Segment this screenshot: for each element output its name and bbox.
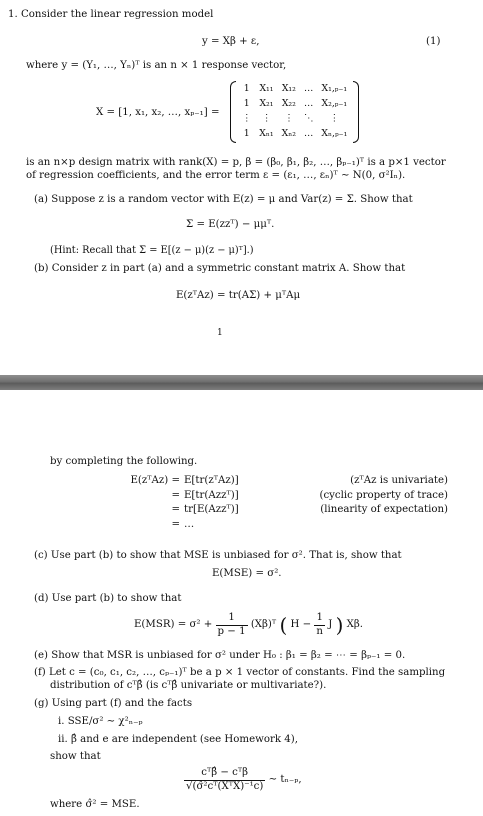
part-e-text: (e) Show that MSR is unbiased for σ² under H₀ : β₁ = β₂ = ⋯ = βₚ₋₁ = 0.	[34, 650, 406, 661]
matrix-cell: X₁,ₚ₋₁	[321, 82, 348, 94]
matrix-cell: X₂,ₚ₋₁	[321, 97, 348, 109]
part-d-middle: (Xβ)ᵀ	[250, 618, 277, 630]
matrix-cell: …	[304, 97, 314, 109]
t-statistic-equation	[184, 767, 302, 794]
matrix-cell: Xₙ₂	[281, 127, 297, 139]
design-matrix-lhs: X = [1, x₁, x₂, …, xₚ₋₁] =	[96, 107, 220, 118]
matrix-row	[238, 81, 351, 96]
step-lhs: =	[171, 504, 180, 515]
fact-i: i. SSE/σ² ∼ χ²ₙ₋ₚ	[58, 716, 143, 727]
fact-ii: ii. β̂ and e are independent (see Homework 4),	[58, 734, 298, 745]
open-paren: (	[279, 612, 288, 637]
t-distribution: ∼ tₙ₋ₚ,	[268, 773, 302, 785]
matrix-cell: X₁₂	[281, 82, 296, 94]
derivation-step	[118, 519, 448, 534]
page-number: 1	[217, 328, 223, 338]
matrix-cell: Xₙ,ₚ₋₁	[321, 127, 348, 139]
document-page-1	[0, 0, 483, 375]
matrix-cell: …	[304, 82, 314, 94]
close-paren: )	[335, 612, 344, 637]
part-b-text: (b) Consider z in part (a) and a symmetric constant matrix A. Show that	[34, 263, 406, 274]
response-vector-definition: where y = (Y₁, …, Yₙ)ᵀ is an n × 1 response vector,	[26, 60, 287, 71]
derivation-step	[118, 490, 448, 505]
matrix-cell: ⋮	[261, 112, 272, 124]
fraction-one-over-n	[314, 612, 325, 639]
part-c-equation: E(MSE) = σ².	[212, 568, 282, 579]
fraction-denominator: p − 1	[217, 625, 246, 637]
fraction-one-over-p-minus-1	[216, 612, 248, 639]
inner-denominator: n	[316, 625, 323, 637]
matrix-cell: ⋮	[284, 112, 294, 124]
step-lhs: E(zᵀAz) =	[130, 475, 180, 486]
part-c-text: (c) Use part (b) to show that MSE is unbiased for σ². That is, show that	[34, 550, 402, 561]
part-d-tail: Xβ.	[346, 618, 364, 630]
step-reason: (linearity of expectation)	[320, 504, 448, 515]
t-statistic-fraction	[184, 767, 265, 794]
document-page-2	[0, 390, 483, 816]
matrix-row	[238, 111, 351, 126]
right-bracket	[353, 81, 359, 143]
step-rhs: …	[184, 518, 195, 530]
fraction-numerator: 1	[216, 612, 248, 626]
part-d-j: J	[328, 618, 333, 630]
derivation-step	[118, 504, 448, 519]
matrix-cell: X₂₁	[259, 97, 274, 109]
equation-tag: (1)	[426, 36, 441, 47]
part-d-lhs: E(MSR) = σ² +	[134, 618, 213, 630]
matrix-cell: ⋮	[329, 112, 339, 124]
design-matrix	[230, 81, 359, 141]
part-a-text: (a) Suppose z is a random vector with E(z) = μ and Var(z) = Σ. Show that	[34, 194, 413, 205]
problem-number: 1.	[8, 9, 18, 20]
problem-heading	[8, 9, 213, 22]
matrix-cell: X₁₁	[259, 82, 274, 94]
step-lhs: =	[171, 518, 180, 530]
part-a-hint: (Hint: Recall that Σ = E[(z − μ)(z − μ)ᵀ].)	[50, 245, 254, 256]
inner-numerator: 1	[314, 612, 325, 626]
design-text-line-2: of regression coefficients, and the error term ε = (ε₁, …, εₙ)ᵀ ∼ N(0, σ²Iₙ).	[26, 170, 406, 181]
matrix-cell: …	[304, 127, 314, 139]
page-separator	[0, 375, 483, 390]
matrix-cell: ⋱	[304, 112, 314, 124]
part-f-line-1: (f) Let c = (c₀, c₁, c₂, …, cₚ₋₁)ᵀ be a p × 1 vector of constants. Find the sampling	[34, 667, 446, 678]
part-g-text: (g) Using part (f) and the facts	[34, 698, 193, 709]
part-a-equation: Σ = E(zzᵀ) − μμᵀ.	[186, 219, 275, 230]
part-d-text: (d) Use part (b) to show that	[34, 593, 182, 604]
step-reason: (zᵀAz is univariate)	[350, 475, 448, 486]
matrix-row	[238, 96, 351, 111]
part-f-line-2: distribution of cᵀβ̂ (is cᵀβ̂ univariate or multivariate?).	[50, 680, 327, 691]
design-text-line-1: is an n×p design matrix with rank(X) = p, β = (β₀, β₁, β₂, …, βₚ₋₁)ᵀ is a p×1 vector	[26, 157, 446, 168]
matrix-row	[238, 126, 351, 141]
part-d-equation	[134, 612, 363, 639]
matrix-cell: X₂₂	[281, 97, 296, 109]
where-sigma-hat: where σ̂² = MSE.	[50, 799, 140, 810]
derivation-step	[118, 475, 448, 490]
step-rhs: E[tr(Azzᵀ)]	[184, 489, 239, 501]
step-lhs: =	[171, 489, 180, 501]
step-reason: (cyclic property of trace)	[319, 489, 448, 501]
matrix-cell: 1	[243, 82, 250, 94]
problem-intro: Consider the linear regression model	[20, 9, 214, 20]
matrix-cell: ⋮	[242, 112, 252, 124]
matrix-cell: 1	[243, 127, 250, 139]
t-denominator: √(σ̂²cᵀ(XᵀX)⁻¹c)	[186, 780, 264, 792]
derivation-steps	[118, 475, 448, 533]
t-numerator: cᵀβ̂ − cᵀβ	[184, 767, 265, 781]
model-equation: y = Xβ + ε,	[202, 36, 260, 47]
part-b-continued: by completing the following.	[50, 456, 198, 467]
show-that: show that	[50, 751, 101, 762]
left-bracket	[230, 81, 236, 143]
part-d-h: H −	[290, 618, 312, 630]
matrix-cell: 1	[243, 97, 250, 109]
matrix-cell: Xₙ₁	[259, 127, 274, 139]
step-rhs: E[tr(zᵀAz)]	[184, 475, 239, 486]
step-rhs: tr[E(Azzᵀ)]	[184, 504, 239, 515]
part-b-equation: E(zᵀAz) = tr(AΣ) + μᵀAμ	[176, 290, 301, 301]
